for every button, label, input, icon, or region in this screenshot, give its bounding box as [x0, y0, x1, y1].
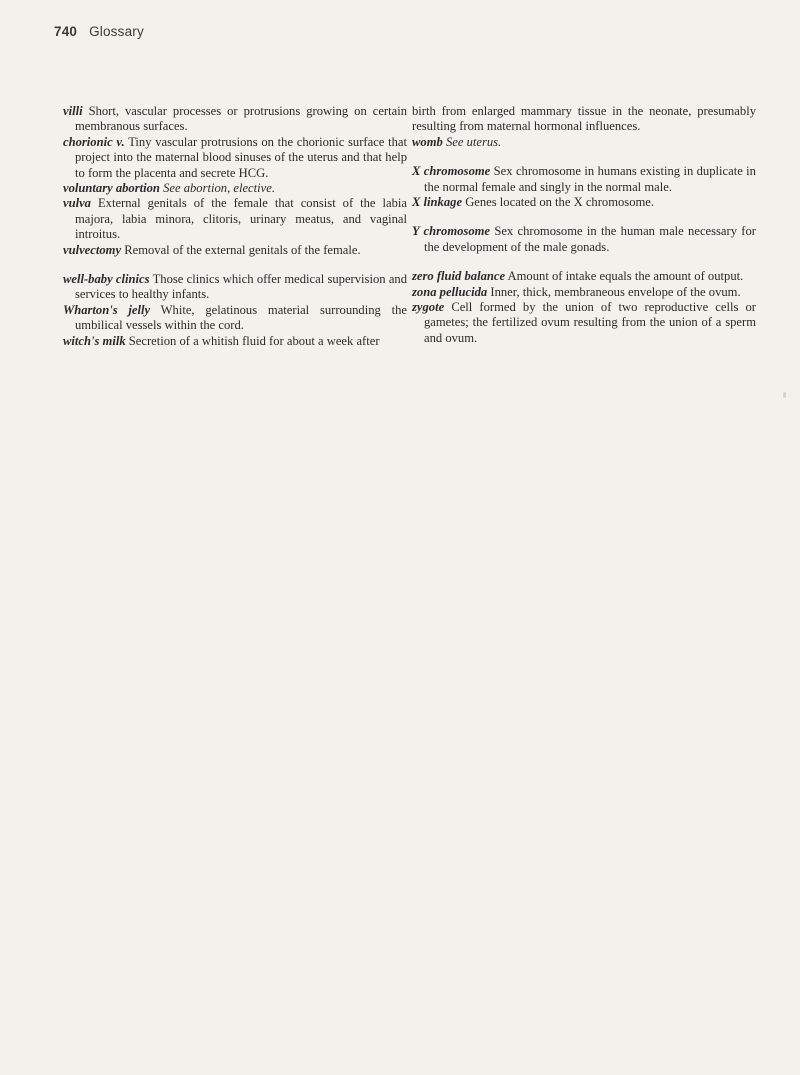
- entry-term: chorionic v.: [63, 134, 125, 149]
- entry-definition: Genes located on the X chromosome.: [465, 195, 655, 210]
- entry-definition: External genitals of the female that consist of the labia majora, labia minora, clitoris, urinary meatus, and vaginal introitus.: [75, 196, 407, 242]
- glossary-entry: [63, 243, 407, 258]
- glossary-entry: [63, 181, 407, 196]
- section-gap: [412, 150, 756, 164]
- entry-definition: Those clinics which offer medical supervision and services to healthy infants.: [75, 272, 407, 302]
- glossary-entry: [412, 195, 756, 210]
- glossary-entry: [63, 334, 407, 349]
- glossary-entry: [412, 269, 756, 284]
- page-number: 740: [54, 24, 78, 39]
- right-column: [412, 104, 756, 346]
- glossary-entry: [412, 135, 756, 150]
- entry-term: womb: [412, 134, 443, 149]
- section-title: Glossary: [89, 24, 144, 39]
- entry-definition: See uterus.: [445, 134, 502, 149]
- entry-term: Y chromosome: [412, 224, 491, 239]
- entry-term: X chromosome: [412, 164, 491, 179]
- glossary-entry: [412, 285, 756, 300]
- entry-definition: Sex chromosome in humans existing in duplicate in the normal female and singly in the normal male.: [424, 164, 756, 194]
- paper-speck: [783, 392, 786, 398]
- section-gap: [412, 210, 756, 224]
- section-gap: [63, 258, 407, 272]
- section-gap: [412, 255, 756, 269]
- entry-definition: Sex chromosome in the human male necessary for the development of the male gonads.: [424, 224, 756, 254]
- entry-term: zona pellucida: [412, 284, 488, 299]
- entry-term: well-baby clinics: [63, 272, 150, 287]
- glossary-entry: [63, 272, 407, 303]
- glossary-entry: [63, 196, 407, 242]
- entry-term: voluntary abortion: [63, 181, 160, 196]
- entry-term: witch's milk: [63, 333, 126, 348]
- glossary-entry: [412, 164, 756, 195]
- entry-definition: Secretion of a whitish fluid for about a week after: [128, 333, 380, 348]
- left-column: [63, 104, 407, 349]
- entry-definition: White, gelatinous material surrounding the umbilical vessels within the cord.: [75, 302, 407, 333]
- entry-definition: Cell formed by the union of two reproductive cells or gametes; the fertilized ovum resulting from the union of a sperm and ovum.: [424, 300, 756, 345]
- glossary-entry-continuation: [412, 104, 756, 135]
- entry-definition: See abortion, elective.: [163, 181, 275, 196]
- entry-term: vulva: [63, 196, 91, 211]
- entry-definition: Amount of intake equals the amount of output.: [507, 269, 744, 284]
- entry-term: vulvectomy: [63, 242, 122, 257]
- entry-definition: Inner, thick, membraneous envelope of the ovum.: [490, 284, 741, 299]
- glossary-entry: [63, 135, 407, 181]
- glossary-entry: [63, 104, 407, 135]
- glossary-entry: [412, 300, 756, 346]
- entry-definition: Short, vascular processes or protrusions growing on certain membranous surfaces.: [75, 104, 407, 134]
- entry-definition: Tiny vascular protrusions on the chorionic surface that project into the maternal blood sinuses of the uterus and that help to form the placenta and secrete HCG.: [75, 134, 407, 180]
- entry-term: zygote: [412, 300, 445, 315]
- glossary-entry: [412, 224, 756, 255]
- glossary-entry: [63, 303, 407, 334]
- page-header: [54, 24, 144, 39]
- entry-definition: Removal of the external genitals of the female.: [124, 242, 361, 257]
- entry-term: villi: [63, 104, 83, 118]
- entry-definition: birth from enlarged mammary tissue in the neonate, presumably resulting from maternal hormonal influences.: [412, 104, 756, 134]
- entry-term: X linkage: [412, 195, 463, 210]
- entry-term: zero fluid balance: [412, 269, 506, 284]
- entry-term: Wharton's jelly: [63, 302, 151, 317]
